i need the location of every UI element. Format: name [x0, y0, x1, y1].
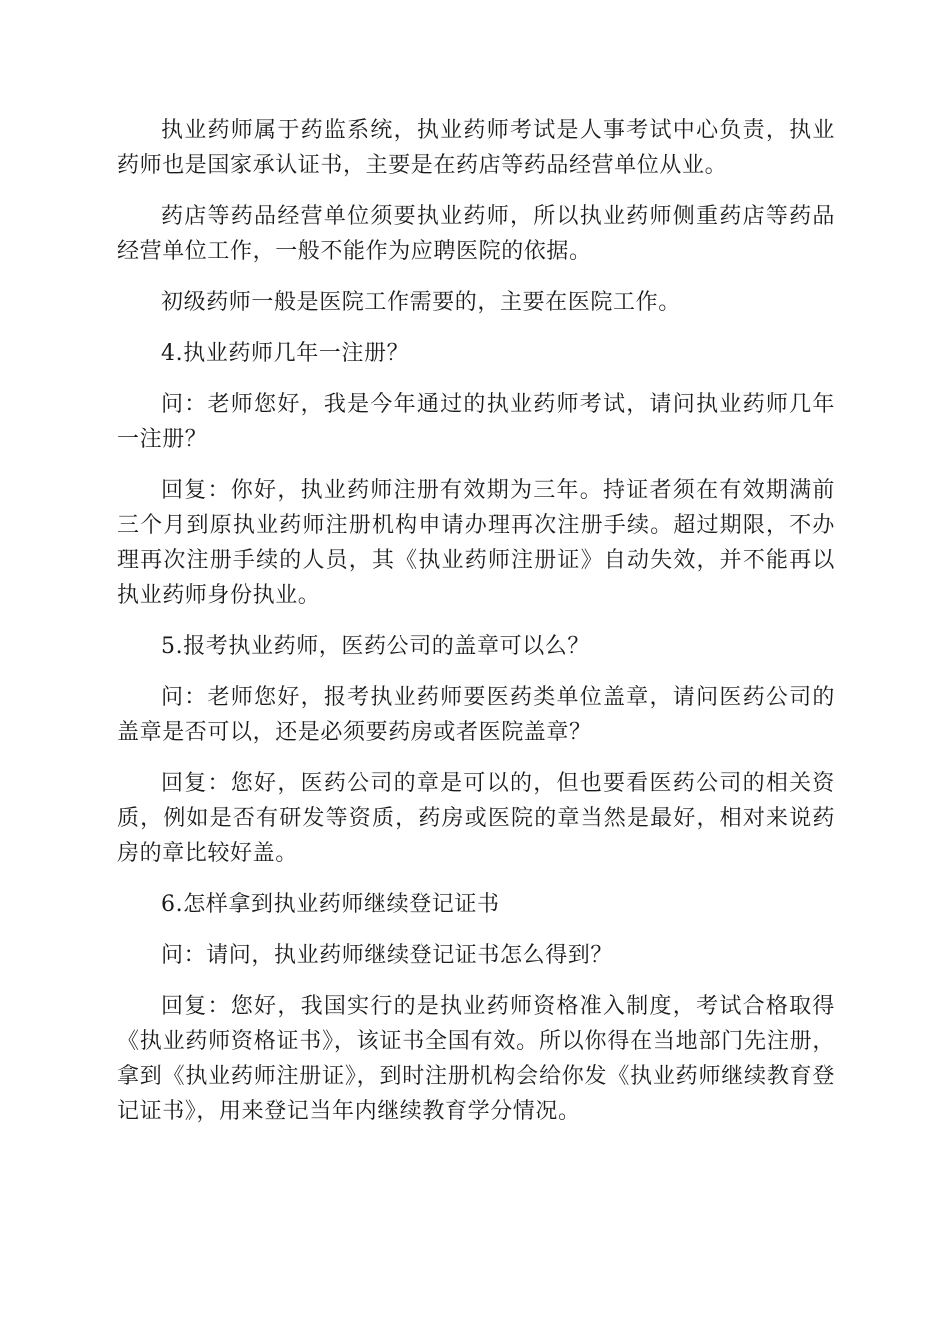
paragraph-intro-2: 药店等药品经营单位须要执业药师，所以执业药师侧重药店等药品经营单位工作，一般不能作为应聘医院的依据。: [117, 204, 835, 264]
document-body: [117, 113, 835, 1145]
answer-4: 回复：你好，执业药师注册有效期为三年。持证者须在有效期满前三个月到原执业药师注册机构申请办理再次注册手续。超过期限，不办理再次注册手续的人员，其《执业药师注册证》自动失效，并不能再以执业药师身份执业。: [117, 478, 835, 608]
question-6: 问：请问，执业药师继续登记证书怎么得到？: [161, 943, 614, 968]
section-heading-5: 5.报考执业药师，医药公司的盖章可以么？: [161, 634, 590, 659]
answer-6: 回复：您好，我国实行的是执业药师资格准入制度，考试合格取得《执业药师资格证书》，该证书全国有效。所以你得在当地部门先注册，拿到《执业药师注册证》，到时注册机构会给你发《执业药师继续教育登记证书》，用来登记当年内继续教育学分情况。: [117, 994, 835, 1124]
section-heading-6: 6.怎样拿到执业药师继续登记证书: [161, 892, 500, 917]
paragraph-intro-3: 初级药师一般是医院工作需要的，主要在医院工作。: [161, 290, 681, 315]
question-4: 问：老师您好，我是今年通过的执业药师考试，请问执业药师几年一注册？: [117, 392, 835, 452]
answer-5: 回复：您好，医药公司的章是可以的，但也要看医药公司的相关资质，例如是否有研发等资质，药房或医院的章当然是最好，相对来说药房的章比较好盖。: [117, 771, 835, 866]
section-heading-4: 4.执业药师几年一注册？: [161, 341, 410, 366]
question-5: 问：老师您好，报考执业药师要医药类单位盖章，请问医药公司的盖章是否可以，还是必须要药房或者医院盖章？: [117, 685, 835, 745]
paragraph-intro-1: 执业药师属于药监系统，执业药师考试是人事考试中心负责，执业药师也是国家承认证书，主要是在药店等药品经营单位从业。: [117, 118, 835, 178]
